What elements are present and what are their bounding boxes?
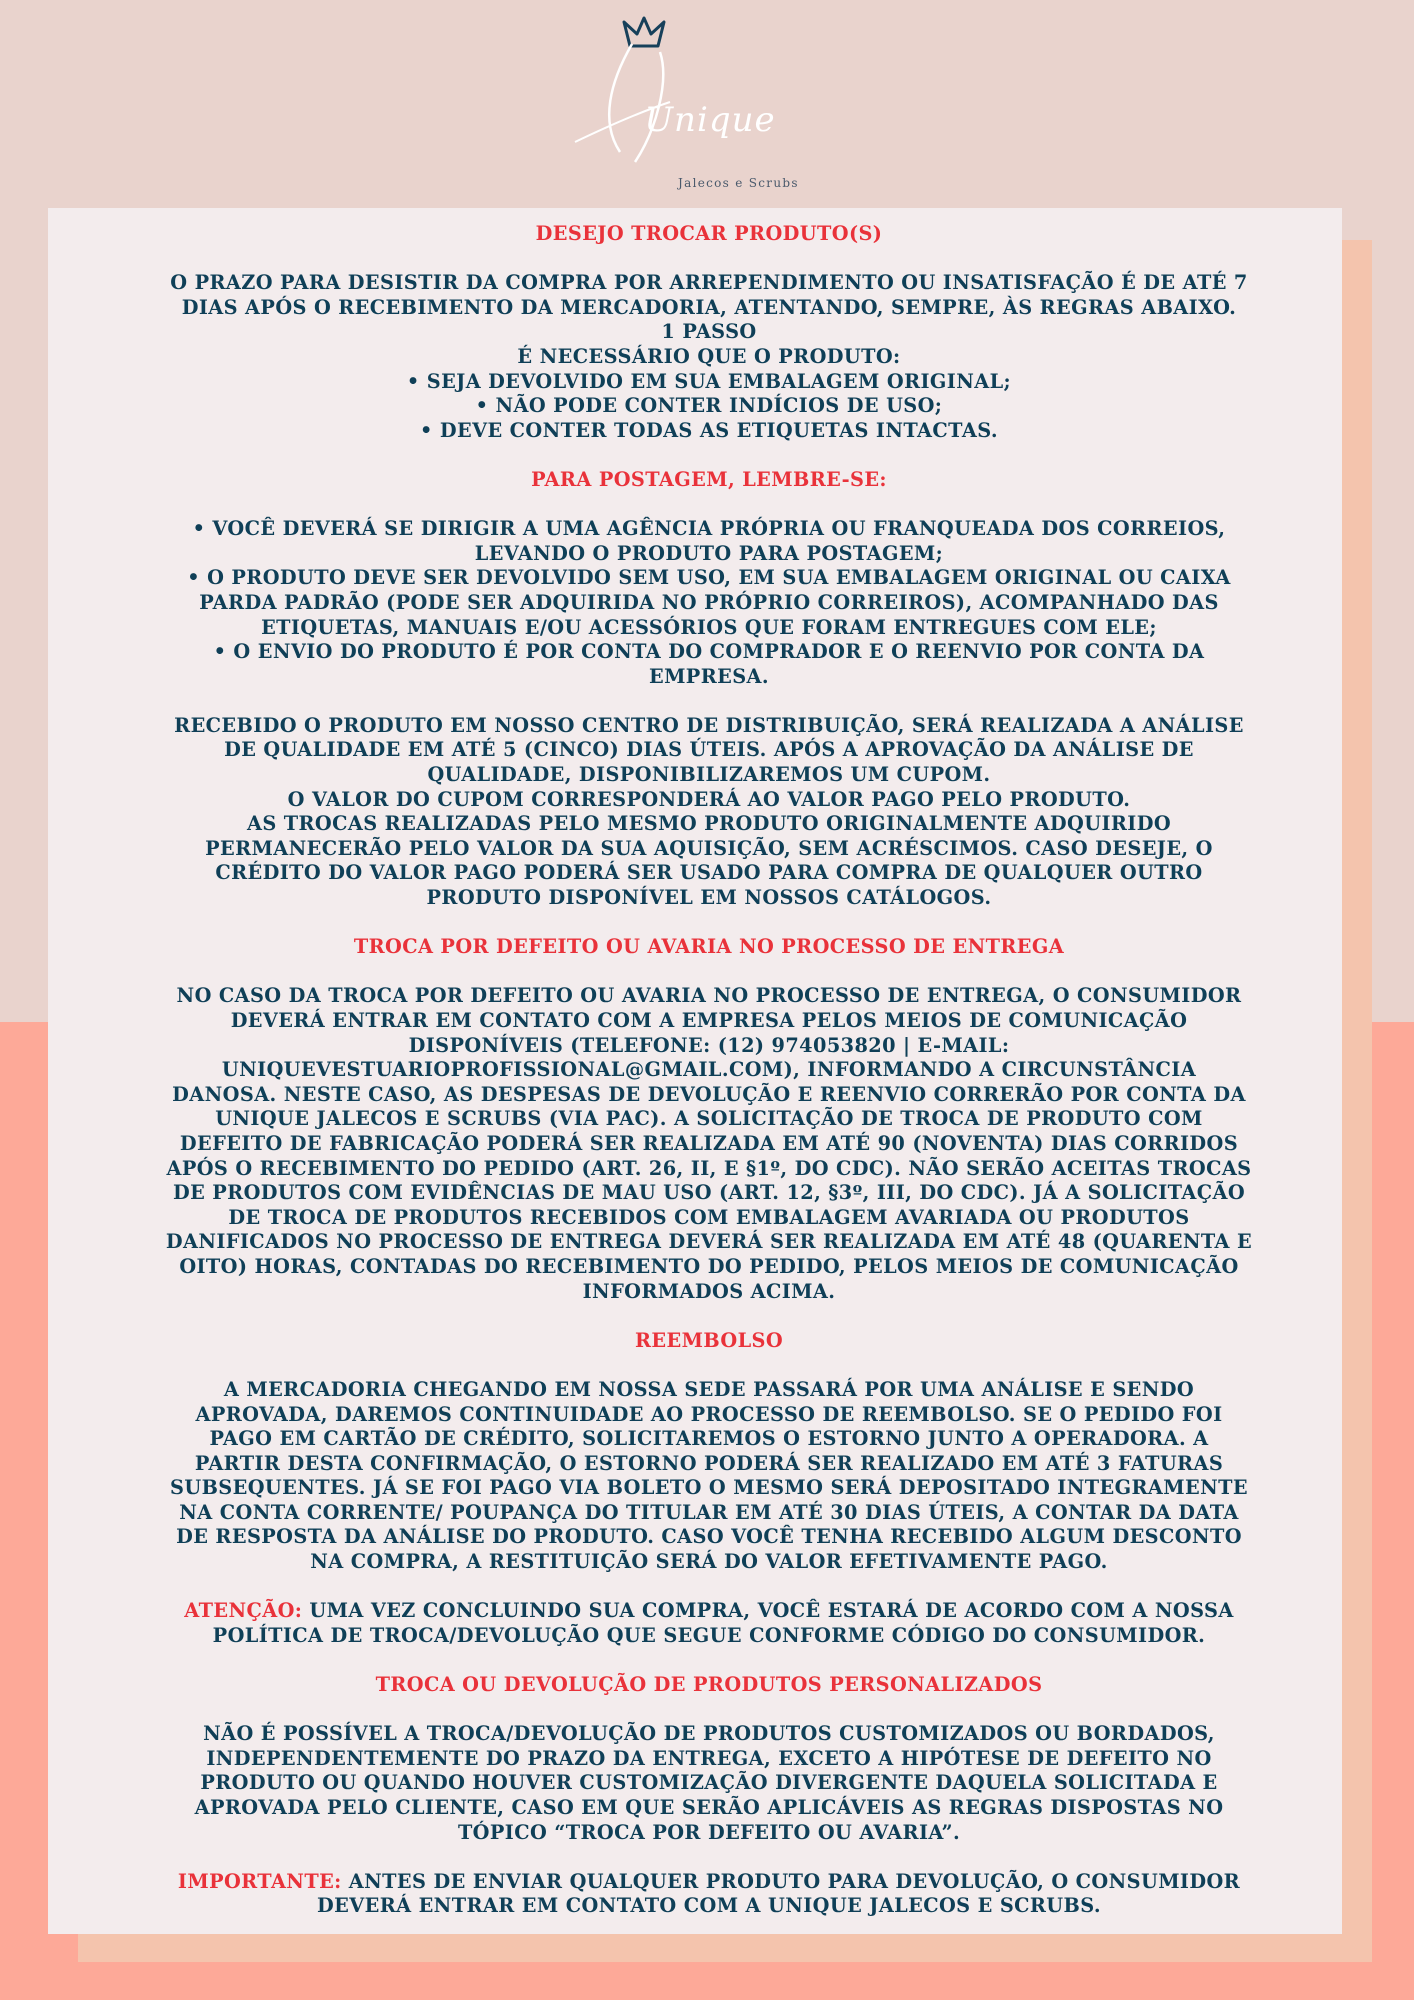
- text-line: É NECESSÁRIO QUE O PRODUTO:: [517, 344, 901, 368]
- text-line: DEVERÁ ENTRAR EM CONTATO COM A UNIQUE JALECOS E SCRUBS.: [317, 1894, 1101, 1918]
- text-line: DIAS APÓS O RECEBIMENTO DA MERCADORIA, ATENTANDO, SEMPRE, ÀS REGRAS ABAIXO.: [181, 295, 1237, 319]
- text-line: ETIQUETAS, MANUAIS E/OU ACESSÓRIOS QUE FORAM ENTREGUES COM ELE;: [261, 615, 1157, 639]
- text-line: UNIQUEVESTUARIOPROFISSIONAL@GMAIL.COM), INFORMANDO A CIRCUNSTÂNCIA: [221, 1058, 1197, 1082]
- text-line: A MERCADORIA CHEGANDO EM NOSSA SEDE PASSARÁ POR UMA ANÁLISE E SENDO: [223, 1377, 1195, 1401]
- important-notice: [84, 1870, 1334, 1895]
- text-line: CRÉDITO DO VALOR PAGO PODERÁ SER USADO PARA COMPRA DE QUALQUER OUTRO: [215, 861, 1203, 885]
- text-line: • VOCÊ DEVERÁ SE DIRIGIR A UMA AGÊNCIA PRÓPRIA OU FRANQUEADA DOS CORREIOS,: [192, 517, 1226, 541]
- text-line: OITO) HORAS, CONTADAS DO RECEBIMENTO DO PEDIDO, PELOS MEIOS DE COMUNICAÇÃO: [179, 1254, 1239, 1278]
- text-line: LEVANDO O PRODUTO PARA POSTAGEM;: [474, 541, 944, 565]
- text-line: RECEBIDO O PRODUTO EM NOSSO CENTRO DE DISTRIBUIÇÃO, SERÁ REALIZADA A ANÁLISE: [174, 713, 1244, 737]
- text-line: 1 PASSO: [661, 320, 757, 344]
- text-line: PARTIR DESTA CONFIRMAÇÃO, O ESTORNO PODERÁ SER REALIZADO EM ATÉ 3 FATURAS: [194, 1451, 1224, 1475]
- text-line: • O ENVIO DO PRODUTO É POR CONTA DO COMPRADOR E O REENVIO POR CONTA DA: [213, 640, 1205, 664]
- important-text: ANTES DE ENVIAR QUALQUER PRODUTO PARA DEVOLUÇÃO, O CONSUMIDOR: [341, 1869, 1241, 1893]
- text-line: NÃO É POSSÍVEL A TROCA/DEVOLUÇÃO DE PRODUTOS CUSTOMIZADOS OU BORDADOS,: [203, 1722, 1215, 1746]
- text-line: • DEVE CONTER TODAS AS ETIQUETAS INTACTAS.: [420, 418, 998, 442]
- important-label: IMPORTANTE:: [177, 1869, 342, 1893]
- text-line: O PRAZO PARA DESISTIR DA COMPRA POR ARREPENDIMENTO OU INSATISFAÇÃO É DE ATÉ 7: [170, 271, 1248, 295]
- policy-text: [84, 222, 1334, 1919]
- text-line: APÓS O RECEBIMENTO DO PEDIDO (ART. 26, II, E §1º, DO CDC). NÃO SERÃO ACEITAS TROCAS: [166, 1156, 1252, 1180]
- text-line: NA COMPRA, A RESTITUIÇÃO SERÁ DO VALOR EFETIVAMENTE PAGO.: [310, 1550, 1108, 1574]
- text-line: INDEPENDENTEMENTE DO PRAZO DA ENTREGA, EXCETO A HIPÓTESE DE DEFEITO NO: [206, 1746, 1212, 1770]
- text-line: • O PRODUTO DEVE SER DEVOLVIDO SEM USO, EM SUA EMBALAGEM ORIGINAL OU CAIXA: [187, 566, 1231, 590]
- text-line: DEVERÁ ENTRAR EM CONTATO COM A EMPRESA PELOS MEIOS DE COMUNICAÇÃO: [230, 1009, 1188, 1032]
- text-line: DE TROCA DE PRODUTOS RECEBIDOS COM EMBALAGEM AVARIADA OU PRODUTOS: [228, 1205, 1190, 1229]
- section-title-desejo-trocar: DESEJO TROCAR PRODUTO(S): [535, 222, 883, 245]
- text-line: PRODUTO DISPONÍVEL EM NOSSOS CATÁLOGOS.: [426, 886, 992, 910]
- text-line: DISPONÍVEIS (TELEFONE: (12) 974053820 | E-MAIL:: [408, 1033, 1010, 1057]
- section-title-reembolso: REEMBOLSO: [634, 1328, 784, 1352]
- text-line: • SEJA DEVOLVIDO EM SUA EMBALAGEM ORIGINAL;: [406, 369, 1012, 393]
- text-line: NA CONTA CORRENTE/ POUPANÇA DO TITULAR EM ATÉ 30 DIAS ÚTEIS, A CONTAR DA DATA: [179, 1500, 1239, 1524]
- text-line: EMPRESA.: [648, 664, 770, 688]
- text-line: DE QUALIDADE EM ATÉ 5 (CINCO) DIAS ÚTEIS. APÓS A APROVAÇÃO DA ANÁLISE DE: [224, 738, 1194, 762]
- brand-name: Unique: [644, 100, 776, 140]
- text-line: SUBSEQUENTES. JÁ SE FOI PAGO VIA BOLETO O MESMO SERÁ DEPOSITADO INTEGRAMENTE: [170, 1476, 1248, 1500]
- text-line: UNIQUE JALECOS E SCRUBS (VIA PAC). A SOLICITAÇÃO DE TROCA DE PRODUTO COM: [215, 1107, 1203, 1131]
- text-line: DANOSA. NESTE CASO, AS DESPESAS DE DEVOLUÇÃO E REENVIO CORRERÃO POR CONTA DA: [172, 1082, 1246, 1106]
- attention-notice: [84, 1599, 1334, 1624]
- brand-tagline: Jalecos e Scrubs: [678, 176, 799, 190]
- text-line: POLÍTICA DE TROCA/DEVOLUÇÃO QUE SEGUE CONFORME CÓDIGO DO CONSUMIDOR.: [212, 1623, 1206, 1647]
- text-line: PRODUTO OU QUANDO HOUVER CUSTOMIZAÇÃO DIVERGENTE DAQUELA SOLICITADA E: [200, 1771, 1218, 1795]
- attention-label: ATENÇÃO:: [184, 1599, 303, 1623]
- text-line: APROVADA PELO CLIENTE, CASO EM QUE SERÃO APLICÁVEIS AS REGRAS DISPOSTAS NO: [194, 1796, 1224, 1819]
- text-line: DANIFICADOS NO PROCESSO DE ENTREGA DEVERÁ SER REALIZADA EM ATÉ 48 (QUARENTA E: [165, 1230, 1253, 1254]
- text-line: O VALOR DO CUPOM CORRESPONDERÁ AO VALOR PAGO PELO PRODUTO.: [287, 787, 1131, 811]
- text-line: APROVADA, DAREMOS CONTINUIDADE AO PROCESSO DE REEMBOLSO. SE O PEDIDO FOI: [195, 1402, 1223, 1426]
- text-line: NO CASO DA TROCA POR DEFEITO OU AVARIA NO PROCESSO DE ENTREGA, O CONSUMIDOR: [176, 984, 1242, 1008]
- text-line: PAGO EM CARTÃO DE CRÉDITO, SOLICITAREMOS O ESTORNO JUNTO A OPERADORA. A: [209, 1427, 1209, 1451]
- text-line: PARDA PADRÃO (PODE SER ADQUIRIDA NO PRÓPRIO CORREIROS), ACOMPANHADO DAS: [199, 590, 1219, 614]
- text-line: DEFEITO DE FABRICAÇÃO PODERÁ SER REALIZADA EM ATÉ 90 (NOVENTA) DIAS CORRIDOS: [179, 1131, 1239, 1155]
- brand-logo: [560, 12, 860, 202]
- section-title-postagem: PARA POSTAGEM, LEMBRE-SE:: [531, 467, 887, 491]
- section-title-troca-defeito: TROCA POR DEFEITO OU AVARIA NO PROCESSO DE ENTREGA: [353, 935, 1065, 959]
- text-line: PERMANECERÃO PELO VALOR DA SUA AQUISIÇÃO, SEM ACRÉSCIMOS. CASO DESEJE, O: [205, 836, 1213, 860]
- attention-text: UMA VEZ CONCLUINDO SUA COMPRA, VOCÊ ESTARÁ DE ACORDO COM A NOSSA: [302, 1599, 1234, 1623]
- text-line: DE RESPOSTA DA ANÁLISE DO PRODUTO. CASO VOCÊ TENHA RECEBIDO ALGUM DESCONTO: [176, 1525, 1242, 1549]
- text-line: TÓPICO “TROCA POR DEFEITO OU AVARIA”.: [457, 1820, 961, 1844]
- text-line: QUALIDADE, DISPONIBILIZAREMOS UM CUPOM.: [427, 763, 991, 787]
- text-line: AS TROCAS REALIZADAS PELO MESMO PRODUTO ORIGINALMENTE ADQUIRIDO: [246, 812, 1172, 836]
- text-line: DE PRODUTOS COM EVIDÊNCIAS DE MAU USO (ART. 12, §3º, III, DO CDC). JÁ A SOLICITAÇÃO: [172, 1181, 1246, 1205]
- text-line: INFORMADOS ACIMA.: [582, 1279, 836, 1303]
- section-title-personalizados: TROCA OU DEVOLUÇÃO DE PRODUTOS PERSONALIZADOS: [375, 1673, 1043, 1697]
- text-line: • NÃO PODE CONTER INDÍCIOS DE USO;: [475, 394, 943, 418]
